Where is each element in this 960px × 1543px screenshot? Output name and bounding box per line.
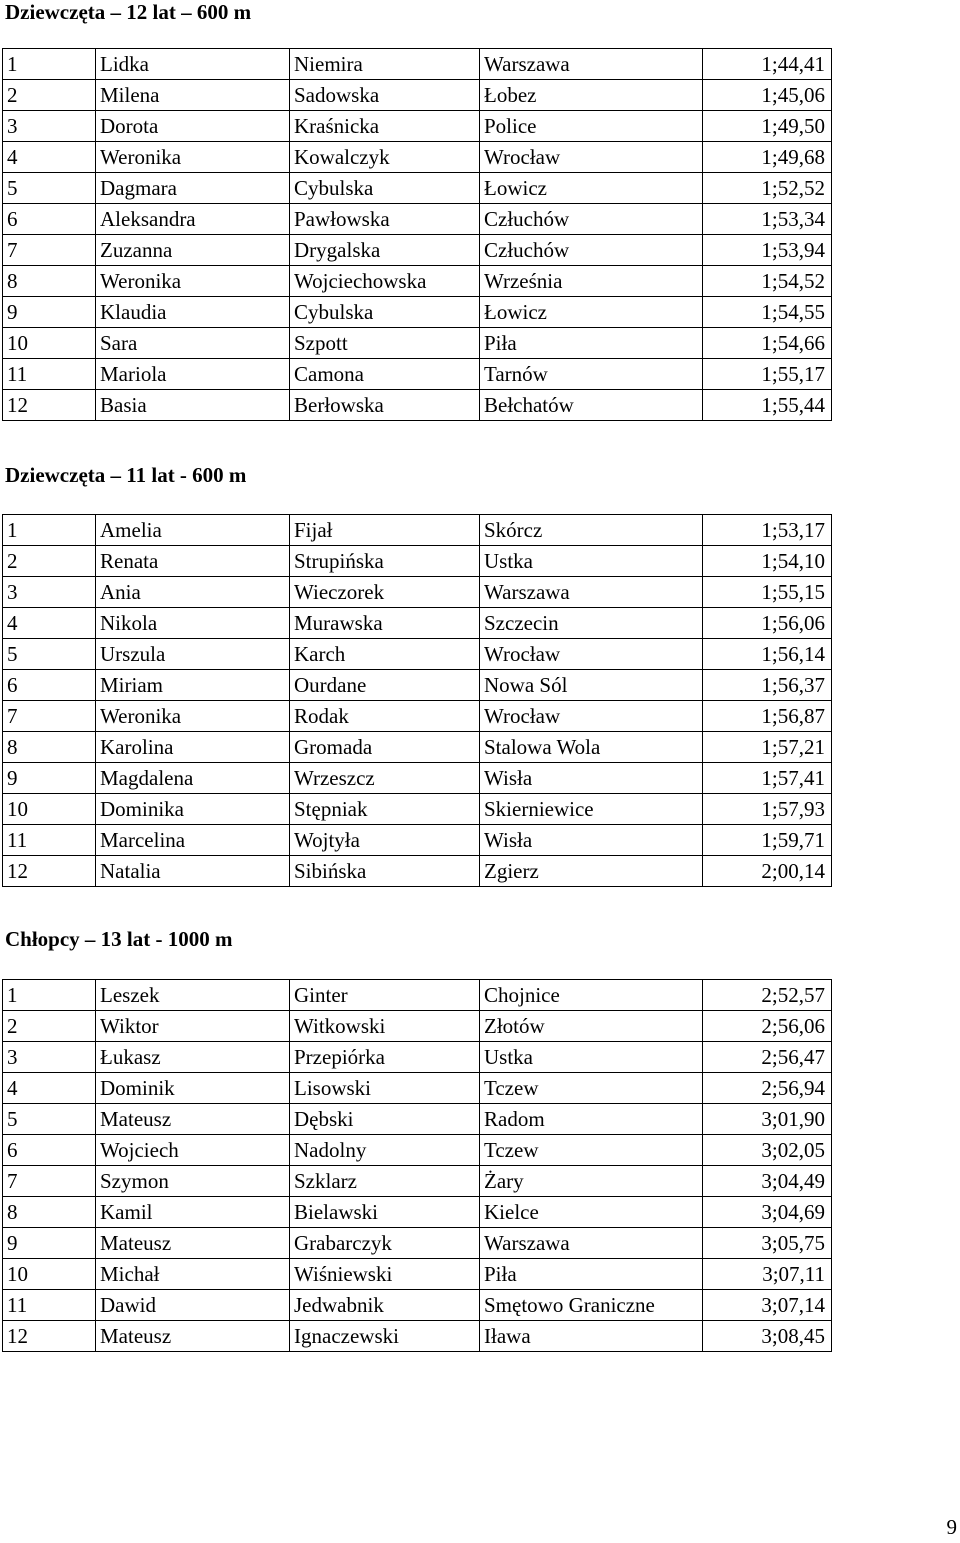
time-cell: 1;49,68 bbox=[703, 142, 832, 173]
first-name-cell: Aleksandra bbox=[96, 204, 290, 235]
place-cell: 3 bbox=[3, 577, 96, 608]
city-cell: Skórcz bbox=[480, 515, 703, 546]
table-row bbox=[3, 1321, 832, 1352]
first-name-cell: Natalia bbox=[96, 856, 290, 887]
city-cell: Wisła bbox=[480, 763, 703, 794]
last-name-cell: Bielawski bbox=[290, 1197, 480, 1228]
table-row bbox=[3, 1011, 832, 1042]
first-name-cell: Milena bbox=[96, 80, 290, 111]
place-cell: 4 bbox=[3, 608, 96, 639]
city-cell: Łowicz bbox=[480, 297, 703, 328]
city-cell: Zgierz bbox=[480, 856, 703, 887]
last-name-cell: Cybulska bbox=[290, 297, 480, 328]
place-cell: 12 bbox=[3, 390, 96, 421]
table-row bbox=[3, 670, 832, 701]
first-name-cell: Dorota bbox=[96, 111, 290, 142]
table-row bbox=[3, 266, 832, 297]
table-row bbox=[3, 390, 832, 421]
table-row bbox=[3, 1228, 832, 1259]
time-cell: 2;00,14 bbox=[703, 856, 832, 887]
city-cell: Wisła bbox=[480, 825, 703, 856]
city-cell: Warszawa bbox=[480, 1228, 703, 1259]
table-row bbox=[3, 701, 832, 732]
time-cell: 3;07,14 bbox=[703, 1290, 832, 1321]
first-name-cell: Mateusz bbox=[96, 1228, 290, 1259]
place-cell: 7 bbox=[3, 1166, 96, 1197]
table-row bbox=[3, 173, 832, 204]
first-name-cell: Sara bbox=[96, 328, 290, 359]
city-cell: Police bbox=[480, 111, 703, 142]
last-name-cell: Ignaczewski bbox=[290, 1321, 480, 1352]
last-name-cell: Dębski bbox=[290, 1104, 480, 1135]
last-name-cell: Karch bbox=[290, 639, 480, 670]
first-name-cell: Zuzanna bbox=[96, 235, 290, 266]
time-cell: 1;53,94 bbox=[703, 235, 832, 266]
city-cell: Radom bbox=[480, 1104, 703, 1135]
last-name-cell: Grabarczyk bbox=[290, 1228, 480, 1259]
place-cell: 5 bbox=[3, 639, 96, 670]
city-cell: Piła bbox=[480, 328, 703, 359]
place-cell: 4 bbox=[3, 1073, 96, 1104]
table-row bbox=[3, 546, 832, 577]
last-name-cell: Rodak bbox=[290, 701, 480, 732]
city-cell: Tarnów bbox=[480, 359, 703, 390]
place-cell: 7 bbox=[3, 235, 96, 266]
table-row bbox=[3, 856, 832, 887]
place-cell: 10 bbox=[3, 1259, 96, 1290]
time-cell: 3;07,11 bbox=[703, 1259, 832, 1290]
time-cell: 1;52,52 bbox=[703, 173, 832, 204]
time-cell: 2;56,47 bbox=[703, 1042, 832, 1073]
place-cell: 11 bbox=[3, 825, 96, 856]
city-cell: Żary bbox=[480, 1166, 703, 1197]
time-cell: 1;54,10 bbox=[703, 546, 832, 577]
table-row bbox=[3, 142, 832, 173]
first-name-cell: Ania bbox=[96, 577, 290, 608]
table-row bbox=[3, 577, 832, 608]
table-row bbox=[3, 359, 832, 390]
last-name-cell: Wiśniewski bbox=[290, 1259, 480, 1290]
time-cell: 1;54,66 bbox=[703, 328, 832, 359]
time-cell: 3;04,49 bbox=[703, 1166, 832, 1197]
place-cell: 1 bbox=[3, 49, 96, 80]
table-row bbox=[3, 1073, 832, 1104]
table-row bbox=[3, 794, 832, 825]
table-row bbox=[3, 204, 832, 235]
city-cell: Smętowo Graniczne bbox=[480, 1290, 703, 1321]
last-name-cell: Strupińska bbox=[290, 546, 480, 577]
last-name-cell: Sadowska bbox=[290, 80, 480, 111]
city-cell: Łowicz bbox=[480, 173, 703, 204]
time-cell: 1;54,55 bbox=[703, 297, 832, 328]
place-cell: 9 bbox=[3, 1228, 96, 1259]
table-row bbox=[3, 639, 832, 670]
time-cell: 3;05,75 bbox=[703, 1228, 832, 1259]
city-cell: Kielce bbox=[480, 1197, 703, 1228]
last-name-cell: Kraśnicka bbox=[290, 111, 480, 142]
city-cell: Łobez bbox=[480, 80, 703, 111]
first-name-cell: Renata bbox=[96, 546, 290, 577]
first-name-cell: Karolina bbox=[96, 732, 290, 763]
time-cell: 1;54,52 bbox=[703, 266, 832, 297]
place-cell: 11 bbox=[3, 1290, 96, 1321]
last-name-cell: Stępniak bbox=[290, 794, 480, 825]
city-cell: Iława bbox=[480, 1321, 703, 1352]
time-cell: 1;49,50 bbox=[703, 111, 832, 142]
first-name-cell: Szymon bbox=[96, 1166, 290, 1197]
first-name-cell: Mateusz bbox=[96, 1104, 290, 1135]
time-cell: 1;56,14 bbox=[703, 639, 832, 670]
first-name-cell: Mateusz bbox=[96, 1321, 290, 1352]
section-title-boys-13: Chłopcy – 13 lat - 1000 m bbox=[5, 927, 233, 951]
first-name-cell: Weronika bbox=[96, 142, 290, 173]
place-cell: 10 bbox=[3, 794, 96, 825]
time-cell: 1;55,17 bbox=[703, 359, 832, 390]
city-cell: Nowa Sól bbox=[480, 670, 703, 701]
section-title-girls-11: Dziewczęta – 11 lat - 600 m bbox=[5, 463, 247, 487]
time-cell: 1;56,37 bbox=[703, 670, 832, 701]
city-cell: Września bbox=[480, 266, 703, 297]
table-row bbox=[3, 111, 832, 142]
last-name-cell: Murawska bbox=[290, 608, 480, 639]
first-name-cell: Łukasz bbox=[96, 1042, 290, 1073]
first-name-cell: Kamil bbox=[96, 1197, 290, 1228]
results-table-girls-12 bbox=[2, 48, 832, 421]
first-name-cell: Miriam bbox=[96, 670, 290, 701]
place-cell: 3 bbox=[3, 1042, 96, 1073]
last-name-cell: Witkowski bbox=[290, 1011, 480, 1042]
time-cell: 1;45,06 bbox=[703, 80, 832, 111]
time-cell: 1;59,71 bbox=[703, 825, 832, 856]
table-row bbox=[3, 1197, 832, 1228]
place-cell: 5 bbox=[3, 1104, 96, 1135]
table-row bbox=[3, 732, 832, 763]
city-cell: Piła bbox=[480, 1259, 703, 1290]
time-cell: 3;01,90 bbox=[703, 1104, 832, 1135]
table-row bbox=[3, 608, 832, 639]
city-cell: Ustka bbox=[480, 546, 703, 577]
table-row bbox=[3, 328, 832, 359]
table-row bbox=[3, 1290, 832, 1321]
first-name-cell: Magdalena bbox=[96, 763, 290, 794]
last-name-cell: Pawłowska bbox=[290, 204, 480, 235]
first-name-cell: Lidka bbox=[96, 49, 290, 80]
place-cell: 2 bbox=[3, 546, 96, 577]
table-row bbox=[3, 1104, 832, 1135]
place-cell: 2 bbox=[3, 1011, 96, 1042]
place-cell: 8 bbox=[3, 266, 96, 297]
table-row bbox=[3, 763, 832, 794]
first-name-cell: Leszek bbox=[96, 980, 290, 1011]
last-name-cell: Szpott bbox=[290, 328, 480, 359]
time-cell: 1;55,15 bbox=[703, 577, 832, 608]
last-name-cell: Berłowska bbox=[290, 390, 480, 421]
time-cell: 2;52,57 bbox=[703, 980, 832, 1011]
time-cell: 1;55,44 bbox=[703, 390, 832, 421]
city-cell: Bełchatów bbox=[480, 390, 703, 421]
first-name-cell: Klaudia bbox=[96, 297, 290, 328]
last-name-cell: Wieczorek bbox=[290, 577, 480, 608]
first-name-cell: Dominik bbox=[96, 1073, 290, 1104]
place-cell: 12 bbox=[3, 856, 96, 887]
city-cell: Skierniewice bbox=[480, 794, 703, 825]
first-name-cell: Nikola bbox=[96, 608, 290, 639]
first-name-cell: Mariola bbox=[96, 359, 290, 390]
city-cell: Złotów bbox=[480, 1011, 703, 1042]
first-name-cell: Dagmara bbox=[96, 173, 290, 204]
time-cell: 1;57,93 bbox=[703, 794, 832, 825]
city-cell: Człuchów bbox=[480, 235, 703, 266]
table-row bbox=[3, 297, 832, 328]
last-name-cell: Drygalska bbox=[290, 235, 480, 266]
first-name-cell: Weronika bbox=[96, 266, 290, 297]
table-row bbox=[3, 515, 832, 546]
city-cell: Ustka bbox=[480, 1042, 703, 1073]
last-name-cell: Niemira bbox=[290, 49, 480, 80]
first-name-cell: Michał bbox=[96, 1259, 290, 1290]
place-cell: 3 bbox=[3, 111, 96, 142]
place-cell: 8 bbox=[3, 1197, 96, 1228]
city-cell: Stalowa Wola bbox=[480, 732, 703, 763]
city-cell: Tczew bbox=[480, 1073, 703, 1104]
city-cell: Szczecin bbox=[480, 608, 703, 639]
last-name-cell: Sibińska bbox=[290, 856, 480, 887]
table-row bbox=[3, 49, 832, 80]
table-row bbox=[3, 980, 832, 1011]
first-name-cell: Dawid bbox=[96, 1290, 290, 1321]
last-name-cell: Przepiórka bbox=[290, 1042, 480, 1073]
last-name-cell: Fijał bbox=[290, 515, 480, 546]
place-cell: 9 bbox=[3, 763, 96, 794]
table-row bbox=[3, 825, 832, 856]
last-name-cell: Cybulska bbox=[290, 173, 480, 204]
last-name-cell: Wrzeszcz bbox=[290, 763, 480, 794]
first-name-cell: Wiktor bbox=[96, 1011, 290, 1042]
place-cell: 1 bbox=[3, 515, 96, 546]
table-row bbox=[3, 235, 832, 266]
first-name-cell: Dominika bbox=[96, 794, 290, 825]
last-name-cell: Nadolny bbox=[290, 1135, 480, 1166]
time-cell: 1;44,41 bbox=[703, 49, 832, 80]
place-cell: 2 bbox=[3, 80, 96, 111]
place-cell: 8 bbox=[3, 732, 96, 763]
last-name-cell: Szklarz bbox=[290, 1166, 480, 1197]
time-cell: 1;53,17 bbox=[703, 515, 832, 546]
place-cell: 6 bbox=[3, 1135, 96, 1166]
last-name-cell: Ginter bbox=[290, 980, 480, 1011]
time-cell: 3;04,69 bbox=[703, 1197, 832, 1228]
first-name-cell: Basia bbox=[96, 390, 290, 421]
time-cell: 1;53,34 bbox=[703, 204, 832, 235]
city-cell: Wrocław bbox=[480, 701, 703, 732]
city-cell: Warszawa bbox=[480, 577, 703, 608]
last-name-cell: Ourdane bbox=[290, 670, 480, 701]
table-row bbox=[3, 1166, 832, 1197]
time-cell: 1;57,21 bbox=[703, 732, 832, 763]
city-cell: Człuchów bbox=[480, 204, 703, 235]
table-row bbox=[3, 1135, 832, 1166]
first-name-cell: Wojciech bbox=[96, 1135, 290, 1166]
section-title-girls-12: Dziewczęta – 12 lat – 600 m bbox=[5, 0, 252, 24]
place-cell: 6 bbox=[3, 670, 96, 701]
results-table-boys-13 bbox=[2, 979, 832, 1352]
place-cell: 11 bbox=[3, 359, 96, 390]
last-name-cell: Camona bbox=[290, 359, 480, 390]
place-cell: 5 bbox=[3, 173, 96, 204]
first-name-cell: Marcelina bbox=[96, 825, 290, 856]
table-row bbox=[3, 80, 832, 111]
city-cell: Warszawa bbox=[480, 49, 703, 80]
page-number: 9 bbox=[946, 1515, 957, 1539]
last-name-cell: Lisowski bbox=[290, 1073, 480, 1104]
place-cell: 1 bbox=[3, 980, 96, 1011]
city-cell: Chojnice bbox=[480, 980, 703, 1011]
city-cell: Wrocław bbox=[480, 142, 703, 173]
last-name-cell: Jedwabnik bbox=[290, 1290, 480, 1321]
place-cell: 7 bbox=[3, 701, 96, 732]
city-cell: Wrocław bbox=[480, 639, 703, 670]
first-name-cell: Urszula bbox=[96, 639, 290, 670]
time-cell: 1;57,41 bbox=[703, 763, 832, 794]
last-name-cell: Kowalczyk bbox=[290, 142, 480, 173]
table-row bbox=[3, 1259, 832, 1290]
time-cell: 3;08,45 bbox=[703, 1321, 832, 1352]
place-cell: 9 bbox=[3, 297, 96, 328]
results-table-girls-11 bbox=[2, 514, 832, 887]
time-cell: 1;56,87 bbox=[703, 701, 832, 732]
last-name-cell: Gromada bbox=[290, 732, 480, 763]
last-name-cell: Wojciechowska bbox=[290, 266, 480, 297]
table-row bbox=[3, 1042, 832, 1073]
place-cell: 6 bbox=[3, 204, 96, 235]
time-cell: 1;56,06 bbox=[703, 608, 832, 639]
place-cell: 4 bbox=[3, 142, 96, 173]
time-cell: 2;56,94 bbox=[703, 1073, 832, 1104]
time-cell: 3;02,05 bbox=[703, 1135, 832, 1166]
time-cell: 2;56,06 bbox=[703, 1011, 832, 1042]
first-name-cell: Amelia bbox=[96, 515, 290, 546]
place-cell: 10 bbox=[3, 328, 96, 359]
first-name-cell: Weronika bbox=[96, 701, 290, 732]
last-name-cell: Wojtyła bbox=[290, 825, 480, 856]
city-cell: Tczew bbox=[480, 1135, 703, 1166]
place-cell: 12 bbox=[3, 1321, 96, 1352]
